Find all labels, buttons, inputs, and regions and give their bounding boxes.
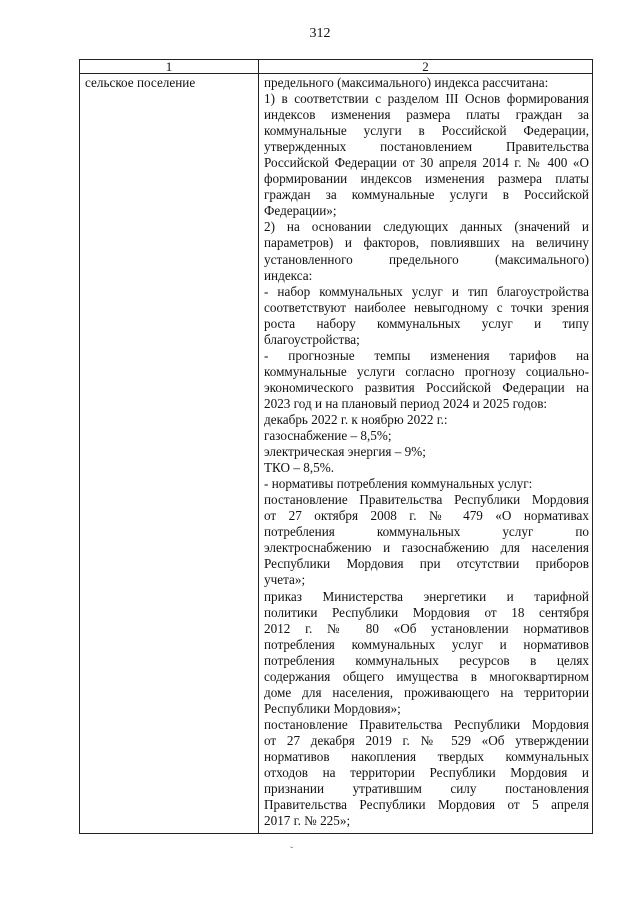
text-line: - нормативы потребления коммунальных услуг: <box>264 476 533 492</box>
text-line: роста набору коммунальных услуг и типу <box>264 315 589 331</box>
text-line: 1) в соответствии с разделом III Основ формирования <box>264 91 589 107</box>
settlement-type-cell: сельское поселение <box>85 75 196 90</box>
text-line: Правительства Республики Мордовия от 5 апреля <box>264 797 589 813</box>
text-line: 2017 г. № 225»; <box>264 813 351 829</box>
text-line: 2012 г. № 80 «Об установлении нормативов <box>264 620 589 636</box>
text-line: соответствуют наиболее невыгодному с точки зрения <box>264 299 589 315</box>
text-line: учета»; <box>264 572 306 588</box>
text-line: Федерации»; <box>264 203 337 219</box>
scan-mark: ˇ <box>290 846 294 857</box>
text-line: газоснабжение – 8,5%; <box>264 428 392 444</box>
text-line: содержания общего имущества в многоквартирном <box>264 668 589 684</box>
text-line: политики Республики Мордовия от 18 сентября <box>264 604 589 620</box>
text-line: декабрь 2022 г. к ноябрю 2022 г.: <box>264 411 448 427</box>
text-line: коммунальные услуги согласно прогнозу социально- <box>264 363 589 379</box>
document-table <box>79 59 593 834</box>
text-line: признании утратившим силу постановления <box>264 781 589 797</box>
index-calculation-text-cell <box>264 75 589 829</box>
text-line: установленного предельного (максимального) <box>264 251 589 267</box>
text-line: потребления коммунальных ресурсов в целях <box>264 652 589 668</box>
text-line: приказ Министерства энергетики и тарифной <box>264 588 589 604</box>
page-number: 312 <box>309 26 331 41</box>
text-line: доме для населения, проживающего на территории <box>264 684 589 700</box>
text-line: ТКО – 8,5%. <box>264 460 335 476</box>
text-line: потребления коммунальных услуг по <box>264 524 589 540</box>
text-line: экономического развития Российской Федерации на <box>264 379 589 395</box>
text-line: Российской Федерации от 30 апреля 2014 г. № 400 «О <box>264 155 589 171</box>
text-line: от 27 октября 2008 г. № 479 «О нормативах <box>264 508 589 524</box>
text-line: от 27 декабря 2019 г. № 529 «Об утверждении <box>264 732 589 748</box>
text-line: 2) на основании следующих данных (значений и <box>264 219 589 235</box>
text-line: потребления коммунальных услуг и нормативов <box>264 636 589 652</box>
text-line: индекса: <box>264 267 313 283</box>
column-divider <box>258 60 259 833</box>
text-line: предельного (максимального) индекса рассчитана: <box>264 75 549 90</box>
text-line: постановление Правительства Республики Мордовия <box>264 492 589 508</box>
text-line: Республики Мордовия при отсутствии приборов <box>264 556 589 572</box>
text-line: электроснабжению и газоснабжению для населения <box>264 540 589 556</box>
table-header-row <box>80 60 592 74</box>
text-line: благоустройства; <box>264 331 360 347</box>
column-2-header: 2 <box>422 59 429 74</box>
text-line: нормативов накопления твердых коммунальных <box>264 748 589 764</box>
text-line: Республики Мордовия»; <box>264 700 401 716</box>
text-line: отходов на территории Республики Мордовия и <box>264 765 589 781</box>
column-1-header: 1 <box>165 59 173 74</box>
text-line: коммунальные услуги в Российской Федерации, <box>264 123 589 139</box>
text-line: - прогнозные темпы изменения тарифов на <box>264 347 589 363</box>
text-line: электрическая энергия – 9%; <box>264 444 426 460</box>
text-line: утвержденных постановлением Правительства <box>264 139 589 155</box>
text-line: постановление Правительства Республики Мордовия <box>264 716 589 732</box>
text-line: граждан за коммунальные услуги в Российской <box>264 187 589 203</box>
text-line: - набор коммунальных услуг и тип благоустройства <box>264 283 589 299</box>
text-line: параметров) и факторов, повлиявших на величину <box>264 235 589 251</box>
text-line: индексов изменения размера платы граждан за <box>264 107 589 123</box>
text-line: формировании индексов изменения размера платы <box>264 171 589 187</box>
text-line: 2023 год и на плановый период 2024 и 2025 годов: <box>264 395 548 411</box>
